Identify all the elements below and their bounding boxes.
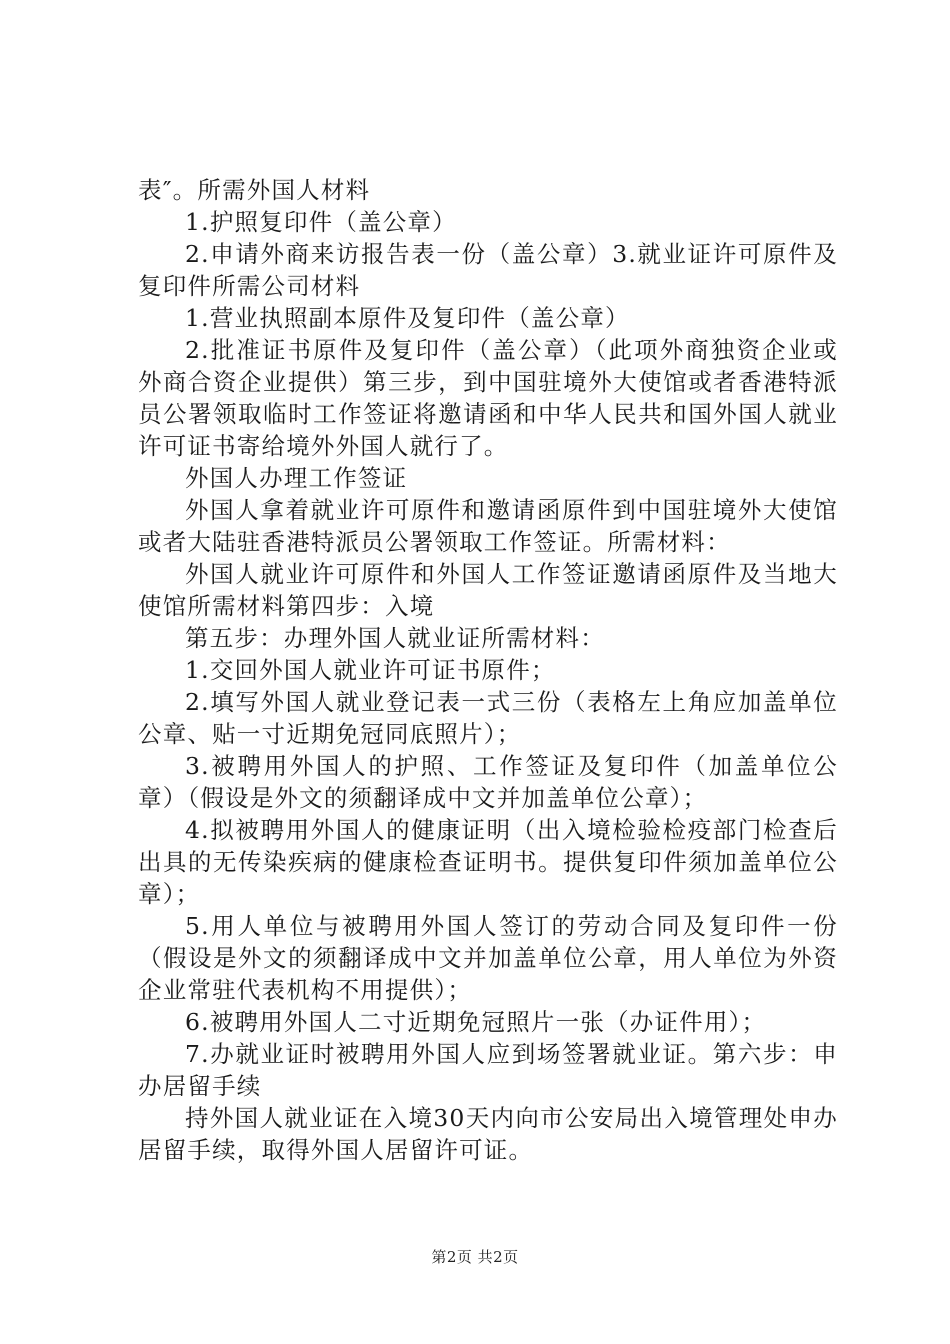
step-heading: 第五步：办理外国人就业证所需材料： [185, 624, 605, 652]
paragraph-item: 2.填写外国人就业登记表一式三份（表格左上角应加盖单位公章、贴一寸近期免冠同底照片）； [138, 688, 838, 748]
paragraph-item: 2.批准证书原件及复印件（盖公章）（此项外商独资企业或外商合资企业提供）第三步，到中国驻境外大使馆或者香港特派员公署领取临时工作签证将邀请函和中华人民共和国外国人就业许可证书寄给境外外国人就行了。 [138, 336, 838, 460]
paragraph-item: 7.办就业证时被聘用外国人应到场签署就业证。第六步：申办居留手续 [138, 1040, 838, 1100]
paragraph-item: 3.被聘用外国人的护照、工作签证及复印件（加盖单位公章）（假设是外文的须翻译成中文并加盖单位公章）； [138, 752, 838, 812]
paragraph-item: 1.交回外国人就业许可证书原件； [185, 656, 556, 684]
paragraph: 外国人就业许可原件和外国人工作签证邀请函原件及当地大使馆所需材料第四步：入境 [138, 560, 838, 620]
paragraph-item: 4.拟被聘用外国人的健康证明（出入境检验检疫部门检查后出具的无传染疾病的健康检查证明书。提供复印件须加盖单位公章）； [138, 816, 838, 908]
page-number-footer: 第2页 共2页 [431, 1248, 519, 1266]
paragraph: 持外国人就业证在入境30天内向市公安局出入境管理处申办居留手续，取得外国人居留许可证。 [138, 1104, 838, 1164]
paragraph-item: 5.用人单位与被聘用外国人签订的劳动合同及复印件一份（假设是外文的须翻译成中文并加盖单位公章，用人单位为外资企业常驻代表机构不用提供）； [138, 912, 838, 1004]
paragraph-continuation: 表″。所需外国人材料 [138, 176, 371, 204]
paragraph-item: 6.被聘用外国人二寸近期免冠照片一张（办证件用）； [185, 1008, 767, 1036]
paragraph-item: 1.营业执照副本原件及复印件（盖公章） [185, 304, 630, 332]
document-body [138, 174, 838, 1166]
paragraph: 外国人拿着就业许可原件和邀请函原件到中国驻境外大使馆或者大陆驻香港特派员公署领取工作签证。所需材料： [138, 496, 838, 556]
paragraph-item: 1.护照复印件（盖公章） [185, 208, 457, 236]
section-heading: 外国人办理工作签证 [185, 464, 408, 492]
paragraph-item: 2.申请外商来访报告表一份（盖公章）3.就业证许可原件及复印件所需公司材料 [138, 240, 838, 300]
